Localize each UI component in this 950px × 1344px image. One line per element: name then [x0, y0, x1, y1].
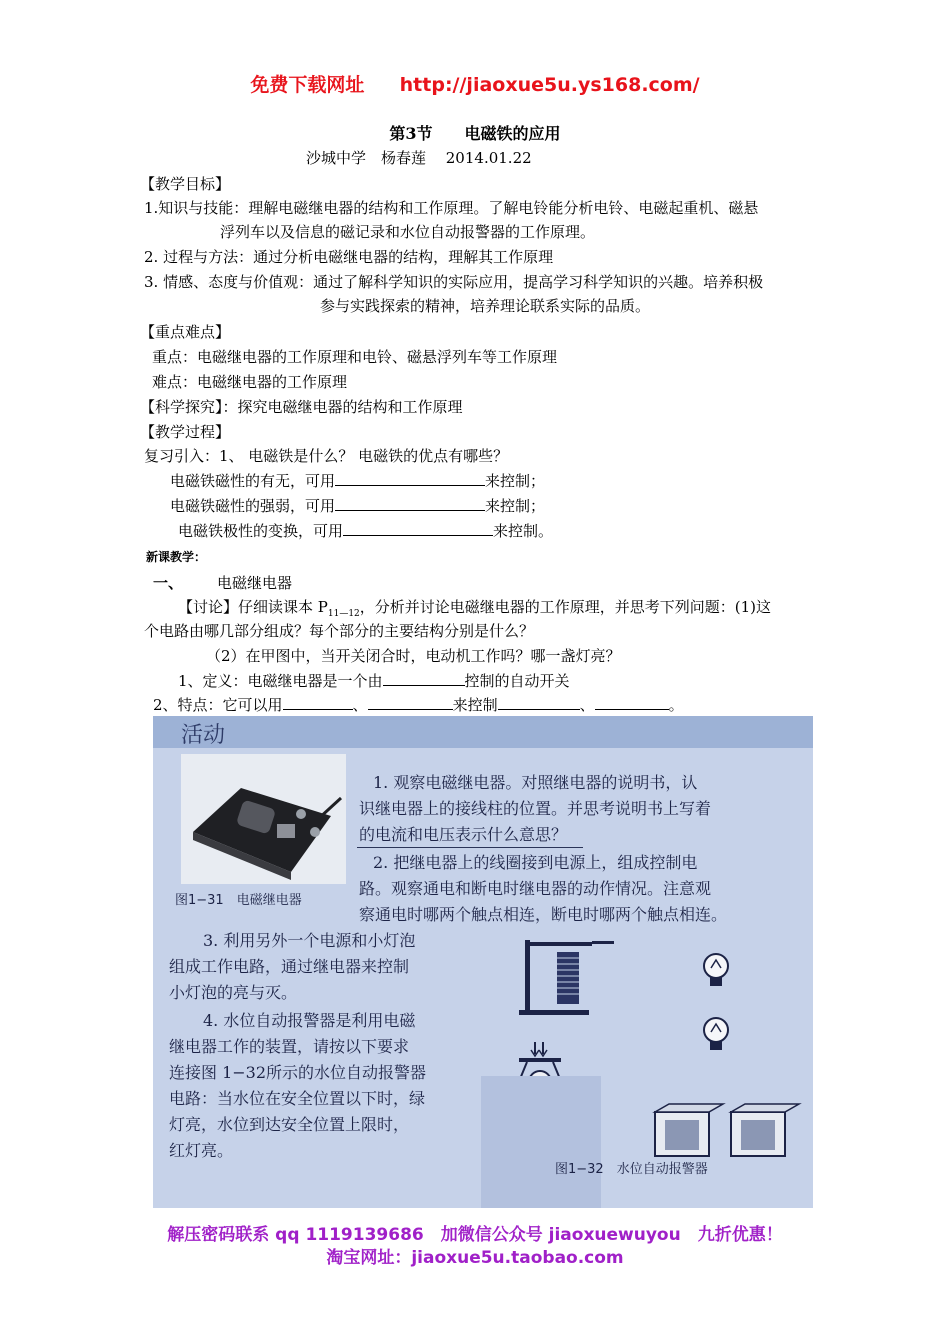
step-1-line-c: 的电流和电压表示什么意思？: [359, 825, 568, 844]
goal-1-line-b: 浮列车以及信息的磁记录和水位自动报警器的工作原理。: [220, 223, 596, 241]
inquiry: 【科学探究】：探究电磁继电器的结构和工作原理: [140, 398, 463, 416]
step-1-line-a: 1. 观察电磁继电器。对照继电器的说明书，认: [373, 773, 698, 792]
blank-1[interactable]: [335, 470, 485, 486]
blank-feature-2[interactable]: [368, 694, 453, 710]
figure-31-caption: 图1−31 电磁继电器: [175, 893, 302, 908]
download-header: [0, 70, 950, 97]
bulb-icon-top: [704, 954, 728, 986]
new-lesson-label: 新课教学：: [146, 550, 207, 564]
step-3-line-c: 小灯泡的亮与灭。: [169, 983, 298, 1002]
footer-contact: 解压密码联系 qq 1119139686 加微信公众号 jiaoxuewuyou 九折优惠！: [167, 1225, 783, 1245]
step-2-line-a: 2. 把继电器上的线圈接到电源上，组成控制电: [373, 853, 698, 872]
battery-box-icon-right: [731, 1104, 799, 1156]
author-line: 沙城中学 杨春莲 2014.01.22: [306, 149, 532, 167]
step-1-line-b: 识继电器上的接线柱的位置。并思考说明书上写着: [359, 799, 712, 818]
goal-2: 2. 过程与方法：通过分析电磁继电器的结构，理解其工作原理: [144, 248, 554, 266]
blank-feature-1[interactable]: [283, 694, 353, 710]
fill-line-3: 电磁铁极性的变换，可用 来控制。: [178, 522, 554, 540]
relay-diagram-icon: [519, 940, 614, 1015]
review-question: 复习引入：1、 电磁铁是什么？ 电磁铁的优点有哪些？: [144, 447, 509, 465]
blank-3[interactable]: [343, 520, 493, 536]
difficulty: 难点：电磁继电器的工作原理: [152, 373, 348, 391]
bulb-icon-bottom: [704, 1018, 728, 1050]
figure-32-caption: 图1−32 水位自动报警器: [555, 1162, 708, 1177]
discuss-line-a: 【讨论】仔细读课本 $P_{11—12}$，分析并讨论电磁继电器的工作原理，并思考下列问题：(1)这: [178, 598, 772, 619]
header-url-link[interactable]: http://jiaoxue5u.ys168.com/: [399, 74, 700, 96]
step-4-line-e: 灯亮，水位到达安全位置上限时，: [169, 1115, 410, 1134]
step-4-line-f: 红灯亮。: [169, 1141, 234, 1160]
key-point: 重点：电磁继电器的工作原理和电铃、磁悬浮列车等工作原理: [152, 348, 558, 366]
relay-icon: [181, 754, 346, 884]
step-2-line-b: 路。观察通电和断电时继电器的动作情况。注意观: [359, 879, 712, 898]
step-3-line-b: 组成工作电路，通过继电器来控制: [169, 957, 410, 976]
activity-title: 活动: [181, 723, 226, 748]
activity-figure: [153, 716, 813, 1208]
step-4-line-c: 连接图 1−32所示的水位自动报警器: [169, 1063, 427, 1082]
fill-line-2: 电磁铁磁性的强弱，可用 来控制；: [170, 497, 546, 515]
process-heading: 【教学过程】: [140, 423, 231, 441]
goal-3-line-a: 3. 情感、态度与价值观：通过了解科学知识的实际应用，提高学习科学知识的兴趣。培养积极: [144, 273, 764, 291]
step-4-line-b: 继电器工作的装置，请按以下要求: [169, 1037, 410, 1056]
step-2-line-c: 察通电时哪两个触点相连，断电时哪两个触点相连。: [359, 905, 728, 924]
blank-feature-3[interactable]: [498, 694, 580, 710]
discuss-line-b: 个电路由哪几部分组成？每个部分的主要结构分别是什么？: [144, 622, 535, 640]
relay-photo: [181, 754, 346, 884]
definition-line: 1、定义：电磁继电器是一个由 控制的自动开关: [178, 672, 570, 690]
step-4-line-d: 电路：当水位在安全位置以下时，绿: [169, 1089, 426, 1108]
footer-shop-link[interactable]: 淘宝网址：jiaoxue5u.taobao.com: [326, 1248, 624, 1268]
feature-line: 2、特点：它可以用 、 来控制 、 。: [153, 696, 684, 714]
step-3-line-a: 3. 利用另外一个电源和小灯泡: [203, 931, 416, 950]
header-label: 免费下载网址: [250, 74, 365, 96]
fill-line-1: 电磁铁磁性的有无，可用 来控制；: [170, 472, 546, 490]
key-heading: 【重点难点】: [140, 323, 231, 341]
question-2: （2）在甲图中，当开关闭合时，电动机工作吗？哪一盏灯亮？: [206, 647, 621, 665]
page-title: 第3节 电磁铁的应用: [389, 124, 561, 143]
water-area: [481, 1076, 601, 1208]
battery-box-icon-left: [655, 1104, 723, 1156]
goals-heading: 【教学目标】: [140, 175, 231, 193]
activity-title-band: [153, 716, 813, 748]
section-1-heading: 一、 电磁继电器: [153, 574, 293, 592]
handwritten-underline: [357, 847, 583, 848]
blank-feature-4[interactable]: [595, 694, 669, 710]
goal-3-line-b: 参与实践探索的精神，培养理论联系实际的品质。: [320, 297, 651, 315]
goal-1-line-a: 1.知识与技能：理解电磁继电器的结构和工作原理。了解电铃能分析电铃、电磁起重机、磁悬: [144, 199, 759, 217]
blank-definition[interactable]: [383, 670, 465, 686]
step-4-line-a: 4. 水位自动报警器是利用电磁: [203, 1011, 416, 1030]
blank-2[interactable]: [335, 495, 485, 511]
